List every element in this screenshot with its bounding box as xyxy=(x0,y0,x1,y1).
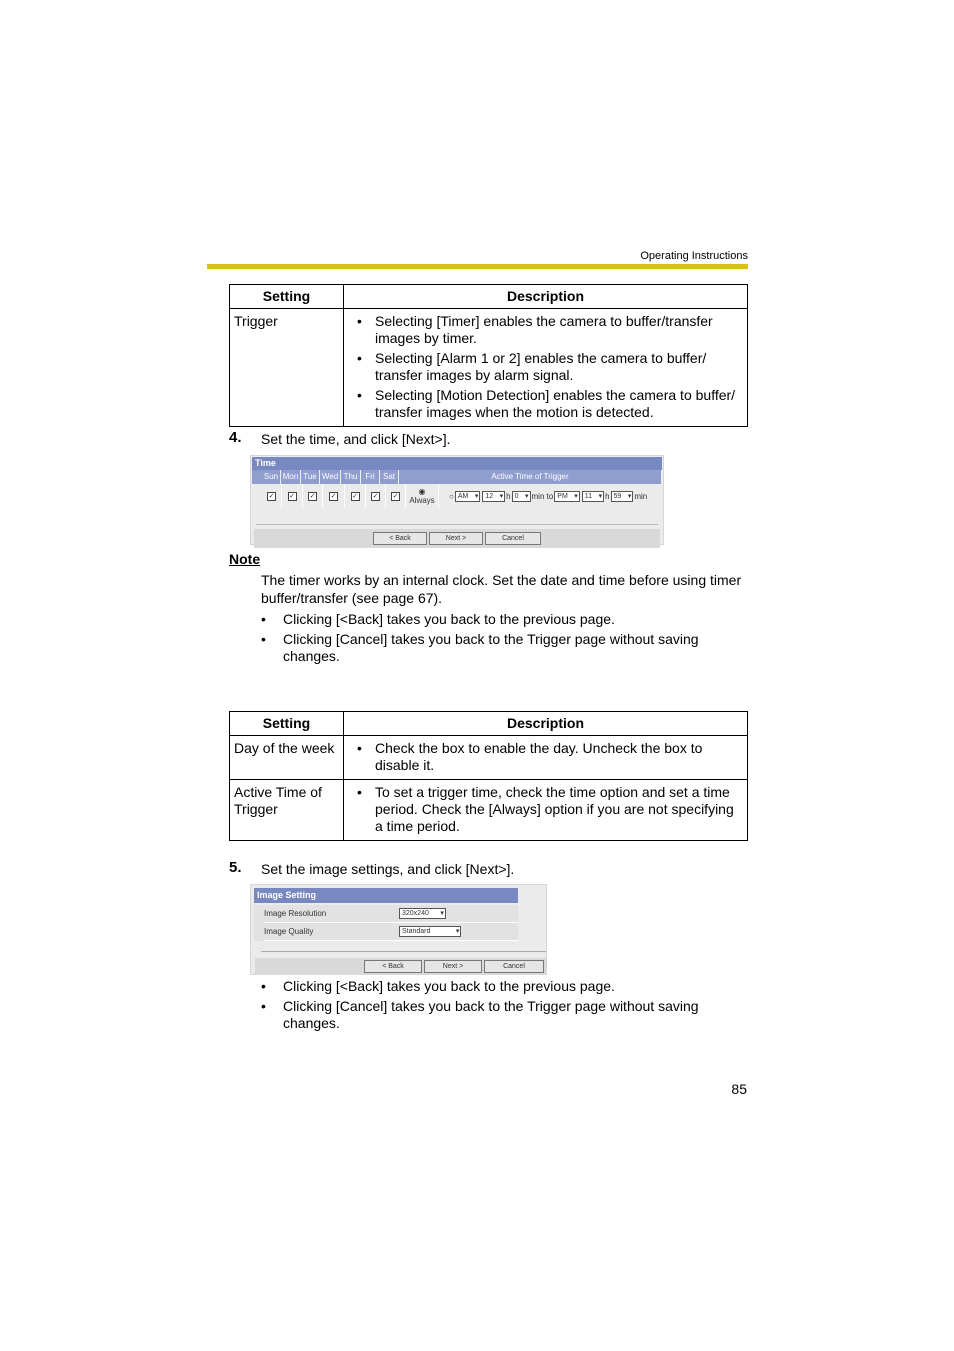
description-cell: • Check the box to enable the day. Uncheck the box to disable it. xyxy=(344,736,748,780)
mon-checkbox[interactable]: ✓ xyxy=(289,492,295,500)
back-button[interactable]: < Back xyxy=(364,960,422,973)
setting-cell: Active Time of Trigger xyxy=(230,780,344,841)
description-cell xyxy=(344,309,748,427)
hour-label: h xyxy=(506,491,511,501)
next-button[interactable]: Next > xyxy=(424,960,482,973)
days-header xyxy=(252,470,662,484)
cancel-button[interactable]: Cancel xyxy=(485,532,541,545)
quality-label: Image Quality xyxy=(264,927,314,936)
always-option[interactable] xyxy=(406,484,439,508)
time-button-bar xyxy=(254,529,660,548)
list-item: • Selecting [Timer] enables the camera to buffer/transfer images by timer. xyxy=(357,313,713,346)
day-sun-header: Sun xyxy=(262,470,281,484)
thu-checkbox[interactable]: ✓ xyxy=(352,492,358,500)
panel-title: Image Setting xyxy=(254,888,518,903)
time-settings-screenshot xyxy=(250,455,664,545)
tue-checkbox[interactable]: ✓ xyxy=(309,492,316,500)
quality-select[interactable]: Standard ▾ xyxy=(399,926,461,937)
to-min-select[interactable]: 59 ▾ xyxy=(611,491,634,502)
wed-checkbox[interactable]: ✓ xyxy=(330,492,337,500)
list-item: • Selecting [Alarm 1 or 2] enables the camera to buffer/ transfer images by alarm signal. xyxy=(357,350,707,383)
to-hour-select[interactable]: 11 ▾ xyxy=(582,491,604,502)
image-settings-screenshot xyxy=(250,884,547,975)
sun-checkbox[interactable]: ✓ xyxy=(268,492,275,500)
list-item: • Clicking [Cancel] takes you back to the Trigger page without saving changes. xyxy=(261,998,699,1031)
resolution-select[interactable]: 320x240 ▾ xyxy=(399,908,446,919)
day-fri-header: Fri xyxy=(361,470,380,484)
quality-row xyxy=(264,923,518,941)
to-ampm-select[interactable]: PM ▾ xyxy=(554,491,580,502)
list-item: • Selecting [Motion Detection] enables the camera to buffer/ transfer images when the motion is detected. xyxy=(357,387,736,420)
sat-checkbox[interactable]: ✓ xyxy=(392,492,399,500)
table-row xyxy=(230,780,748,841)
setting-cell: Day of the week xyxy=(230,736,344,780)
list-item: • Clicking [<Back] takes you back to the previous page. xyxy=(261,611,615,627)
day-mon-header: Mon xyxy=(281,470,301,484)
column-header-description: Description xyxy=(344,712,748,736)
step-text: Set the time, and click [Next>]. xyxy=(261,431,451,447)
min-to-label: min to xyxy=(531,491,554,501)
day-tue-header: Tue xyxy=(301,470,320,484)
panel-title: Time xyxy=(252,457,662,470)
next-button[interactable]: Next > xyxy=(429,532,483,545)
day-sat-header: Sat xyxy=(380,470,399,484)
list-item: • Clicking [Cancel] takes you back to the Trigger page without saving changes. xyxy=(261,631,699,664)
time-radio[interactable]: ○ xyxy=(449,491,454,501)
min-label: min xyxy=(634,491,648,501)
active-time-header: Active Time of Trigger xyxy=(399,470,662,484)
from-ampm-select[interactable]: AM ▾ xyxy=(455,491,481,502)
column-header-description: Description xyxy=(344,285,748,309)
description-cell: • To set a trigger time, check the time option and set a time period. Check the [Always] option if you are not specifying a time period. xyxy=(344,780,748,841)
hour-label: h xyxy=(605,491,610,501)
step-number: 5. xyxy=(229,859,242,876)
always-label: Always xyxy=(409,496,435,505)
running-header: Operating Instructions xyxy=(640,250,748,262)
note-heading: Note xyxy=(229,551,261,567)
back-button[interactable]: < Back xyxy=(373,532,427,545)
image-button-bar xyxy=(255,958,546,975)
resolution-row xyxy=(264,905,518,923)
from-hour-select[interactable]: 12 ▾ xyxy=(482,491,505,502)
day-thu-header: Thu xyxy=(341,470,361,484)
cancel-button[interactable]: Cancel xyxy=(484,960,544,973)
always-radio[interactable]: ◉ xyxy=(418,487,426,496)
day-wed-header: Wed xyxy=(320,470,341,484)
list-item: • Clicking [<Back] takes you back to the previous page. xyxy=(261,978,615,994)
column-header-setting: Setting xyxy=(230,285,344,309)
table-row xyxy=(230,736,748,780)
header-rule xyxy=(207,264,748,269)
fri-checkbox[interactable]: ✓ xyxy=(372,492,379,500)
time-row xyxy=(252,484,662,508)
table-row xyxy=(230,309,748,427)
time-settings-table xyxy=(229,711,748,841)
column-header-setting: Setting xyxy=(230,712,344,736)
time-range xyxy=(439,484,662,508)
step-text: Set the image settings, and click [Next>]. xyxy=(261,861,515,877)
note-paragraph: The timer works by an internal clock. Set the date and time before using timer buffer/transfer (see page 67). xyxy=(261,572,742,606)
page-number: 85 xyxy=(731,1081,747,1097)
from-min-select[interactable]: 0 ▾ xyxy=(512,491,531,502)
step-number: 4. xyxy=(229,429,242,446)
setting-cell: Trigger xyxy=(230,309,344,427)
trigger-settings-table xyxy=(229,284,748,427)
resolution-label: Image Resolution xyxy=(264,909,327,918)
